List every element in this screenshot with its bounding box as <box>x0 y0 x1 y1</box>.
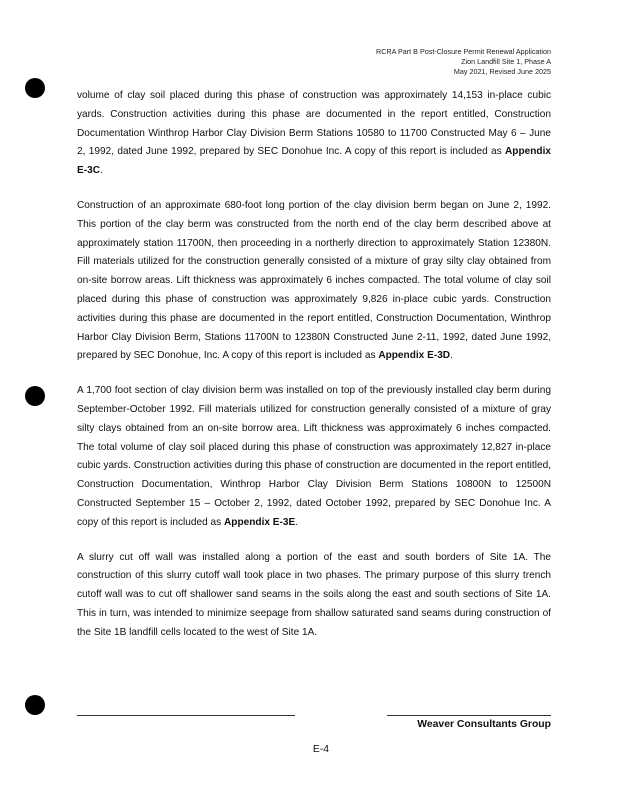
footer-rule-right <box>387 715 551 716</box>
binder-hole-middle <box>25 386 45 406</box>
page-number: E-4 <box>312 744 330 755</box>
header-line-1: RCRA Part B Post-Closure Permit Renewal Application <box>376 47 551 56</box>
paragraph-2: Construction of an approximate 680-foot long portion of the clay division berm began on June 2, 1992. This portion of the clay berm was constructed from the north end of the clay berm described above at approximately station 11700N, then proceeding in a northerly direction to approximately Station 12380N. Fill materials utilized for the construction generally consisted of a mixture of gray silty clay obtained from on-site borrow areas. Lift thickness was approximately 6 inches compacted. The total volume of clay soil placed during this phase of construction was approximately 9,826 in-place cubic yards. Construction activities during this phase are documented in the report entitled, Construction Documentation, Winthrop Harbor Clay Division Berm, Stations 11700N to 12380N Constructed June 2-11, 1992, dated June 1992, prepared by SEC Donohue, Inc. A copy of this report is included as Appendix E-3D. <box>77 199 551 362</box>
paragraph-4: A slurry cut off wall was installed along a portion of the east and south borders of Site 1A. The construction of this slurry cutoff wall took place in two phases. The primary purpose of this slurry trench cutoff wall was to cut off shallower sand seams in the soils along the east and south sections of Site 1A. This in turn, was intended to minimize seepage from shallow saturated sand seams during construction of the Site 1B landfill cells located to the west of Site 1A. <box>77 551 551 638</box>
binder-hole-bottom <box>25 695 45 715</box>
header-line-2: Zion Landfill Site 1, Phase A <box>461 57 551 66</box>
appendix-reference: Appendix E-3D <box>378 350 451 362</box>
paragraph-3: A 1,700 foot section of clay division berm was installed on top of the previously installed clay berm during September-October 1992. Fill materials utilized for construction generally consisted of a mixture of gray silty clays obtained from an on-site borrow area. Lift thickness was approximately 6 inches compacted. The total volume of clay soil placed during this phase of construction was approximately 12,827 in-place cubic yards. Construction activities during this phase of construction are documented in the report entitled, Construction Documentation, Winthrop Harbor Clay Division Berm Stations 10800N to 12500N Constructed September 15 – October 2, 1992, dated October 1992, prepared by SEC Donohue Inc. A copy of this report is included as Appendix E-3E. <box>77 385 551 528</box>
footer-organization: Weaver Consultants Group <box>417 719 551 730</box>
page-header <box>376 47 551 77</box>
body-text <box>77 87 551 659</box>
header-line-3: May 2021, Revised June 2025 <box>453 67 551 76</box>
footer-rule-left <box>77 715 295 716</box>
appendix-reference: Appendix E-3E <box>224 516 296 528</box>
binder-hole-top <box>25 78 45 98</box>
paragraph-1: volume of clay soil placed during this phase of construction was approximately 14,153 in-place cubic yards. Construction activities during this phase are documented in the report entitled, Construction Documentation Winthrop Harbor Clay Division Berm Stations 10580 to 11700 Constructed May 6 – June 2, 1992, dated June 1992, prepared by SEC Donohue Inc. A copy of this report is included as Appendix E-3C. <box>77 90 551 177</box>
appendix-reference: Appendix E-3C <box>77 146 551 177</box>
